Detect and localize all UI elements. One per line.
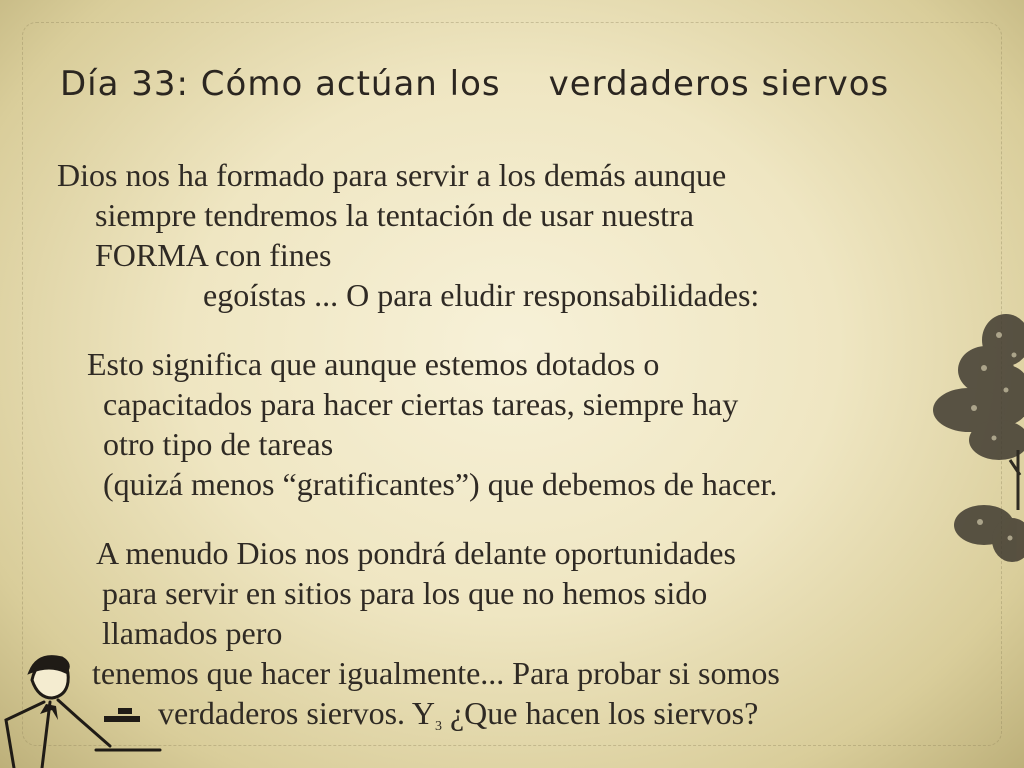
title-part-1: Día 33: Cómo actúan los xyxy=(60,64,501,104)
paragraph-line-start: verdaderos siervos. Y xyxy=(158,695,435,731)
paragraph-line: otro tipo de tareas xyxy=(103,426,334,462)
paragraph-line: tenemos que hacer igualmente... Para probar si somos xyxy=(92,655,780,691)
paragraph-line: siempre tendremos la tentación de usar nuestra xyxy=(95,197,694,233)
paragraph-line-end: ¿Que hacen los siervos? xyxy=(449,695,759,731)
paragraph-line: capacitados para hacer ciertas tareas, siempre hay xyxy=(103,386,739,422)
paragraph-line: (quizá menos “gratificantes”) que debemos de hacer. xyxy=(103,466,778,502)
slide-title xyxy=(60,64,889,104)
paragraph-1 xyxy=(57,155,759,315)
paragraph-line: para servir en sitios para los que no hemos sido xyxy=(102,575,708,611)
paragraph-line: llamados pero xyxy=(102,615,283,651)
paragraph-line: Dios nos ha formado para servir a los demás aunque xyxy=(57,157,727,193)
paragraph-line: FORMA con fines xyxy=(95,237,332,273)
waiter-icon xyxy=(0,650,190,768)
paragraph-line: egoístas ... O para eludir responsabilidades: xyxy=(203,277,760,313)
paragraph-line: Esto significa que aunque estemos dotados o xyxy=(87,346,660,382)
paragraph-2 xyxy=(87,344,777,504)
tree-icon xyxy=(914,300,1024,580)
paragraph-3 xyxy=(92,533,780,747)
paragraph-line: A menudo Dios nos pondrá delante oportunidades xyxy=(96,535,736,571)
subscript-number: 3 xyxy=(434,719,442,734)
paragraph-line xyxy=(92,693,780,747)
title-part-2: verdaderos siervos xyxy=(548,64,890,104)
